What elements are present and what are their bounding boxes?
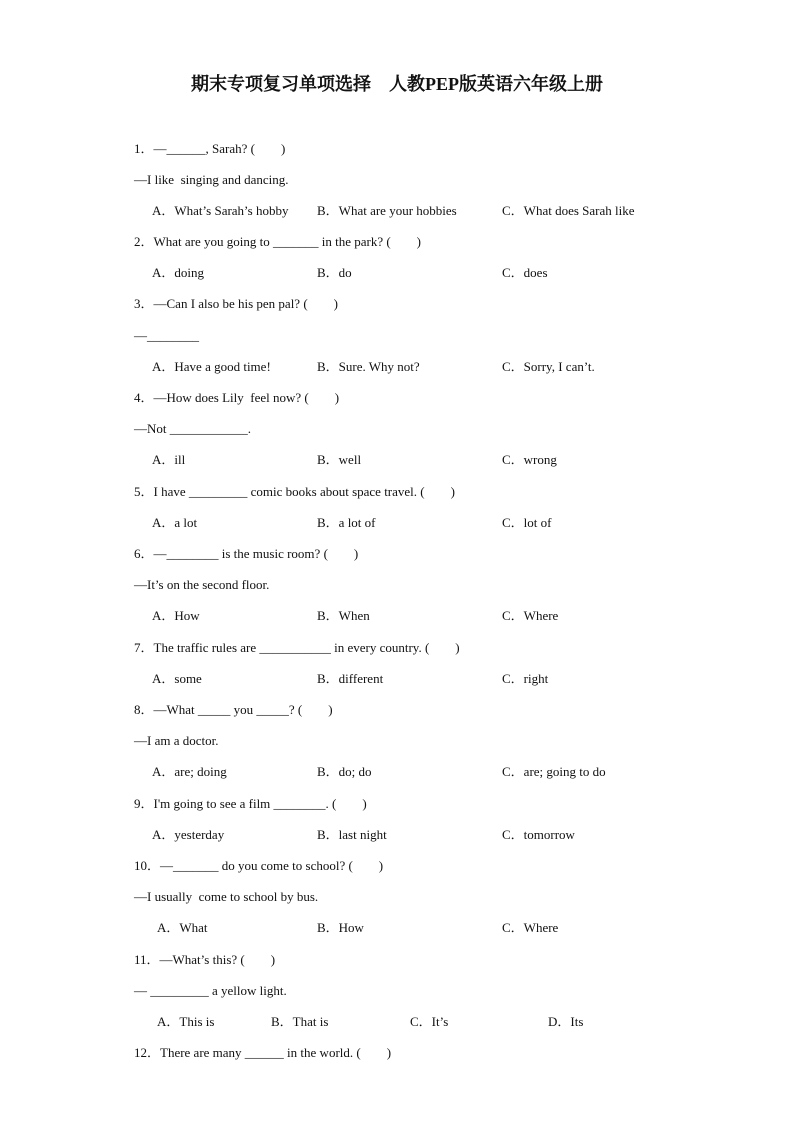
question-1-option-a: A．What’s Sarah’s hobby — [152, 203, 289, 218]
question-5-option-a: A．a lot — [152, 515, 198, 530]
question-2-option-c: C．does — [502, 265, 548, 280]
question-2-option-b: B．do — [317, 265, 352, 280]
question-4-answer-line: —Not ____________. — [134, 421, 251, 436]
question-2-option-a: A．doing — [152, 265, 205, 280]
question-7-stem: 7．The traffic rules are ___________ in every country. ( ) — [134, 640, 460, 655]
question-11-option-c: C．It’s — [410, 1014, 449, 1029]
question-12-stem: 12．There are many ______ in the world. ( ) — [134, 1045, 392, 1060]
page-title: 期末专项复习单项选择 人教PEP版英语六年级上册 — [191, 74, 603, 94]
question-10-option-a: A．What — [157, 920, 208, 935]
question-3-option-c: C．Sorry, I can’t. — [502, 359, 595, 374]
question-6-stem: 6．—________ is the music room? ( ) — [134, 546, 359, 561]
question-9-stem: 9．I'm going to see a film ________. ( ) — [134, 796, 367, 811]
question-1-option-b: B．What are your hobbies — [317, 203, 457, 218]
question-4-stem: 4．—How does Lily feel now? ( ) — [134, 390, 340, 405]
question-1-answer-line: —I like singing and dancing. — [134, 172, 289, 187]
question-4-option-b: B．well — [317, 452, 362, 467]
question-8-stem: 8．—What _____ you _____? ( ) — [134, 702, 333, 717]
question-11-option-a: A．This is — [157, 1014, 215, 1029]
question-3-answer-line: —________ — [134, 328, 199, 343]
question-7-option-a: A．some — [152, 671, 202, 686]
question-6-option-a: A．How — [152, 608, 200, 623]
question-10-option-b: B．How — [317, 920, 364, 935]
question-4-option-c: C．wrong — [502, 452, 557, 467]
question-1-stem: 1．—______, Sarah? ( ) — [134, 141, 286, 156]
question-10-option-c: C．Where — [502, 920, 559, 935]
question-6-answer-line: —It’s on the second floor. — [134, 577, 270, 592]
question-10-stem: 10．—_______ do you come to school? ( ) — [134, 858, 384, 873]
question-5-option-b: B．a lot of — [317, 515, 376, 530]
question-7-option-b: B．different — [317, 671, 384, 686]
question-1-option-c: C．What does Sarah like — [502, 203, 635, 218]
question-9-option-b: B．last night — [317, 827, 387, 842]
question-8-option-a: A．are; doing — [152, 764, 227, 779]
question-10-answer-line: —I usually come to school by bus. — [134, 889, 319, 904]
question-11-option-b: B．That is — [271, 1014, 329, 1029]
question-11-option-d: D．Its — [548, 1014, 584, 1029]
question-3-stem: 3．—Can I also be his pen pal? ( ) — [134, 296, 338, 311]
question-4-option-a: A．ill — [152, 452, 186, 467]
question-6-option-b: B．When — [317, 608, 370, 623]
question-11-stem: 11．—What’s this? ( ) — [134, 952, 276, 967]
question-8-option-b: B．do; do — [317, 764, 372, 779]
question-5-stem: 5．I have _________ comic books about space travel. ( ) — [134, 484, 455, 499]
question-11-answer-line: — _________ a yellow light. — [134, 983, 287, 998]
question-5-option-c: C．lot of — [502, 515, 552, 530]
question-9-option-a: A．yesterday — [152, 827, 225, 842]
question-7-option-c: C．right — [502, 671, 549, 686]
question-8-answer-line: —I am a doctor. — [134, 733, 219, 748]
question-8-option-c: C．are; going to do — [502, 764, 606, 779]
question-6-option-c: C．Where — [502, 608, 559, 623]
question-3-option-b: B．Sure. Why not? — [317, 359, 420, 374]
question-2-stem: 2．What are you going to _______ in the park? ( ) — [134, 234, 422, 249]
question-3-option-a: A．Have a good time! — [152, 359, 271, 374]
question-9-option-c: C．tomorrow — [502, 827, 575, 842]
